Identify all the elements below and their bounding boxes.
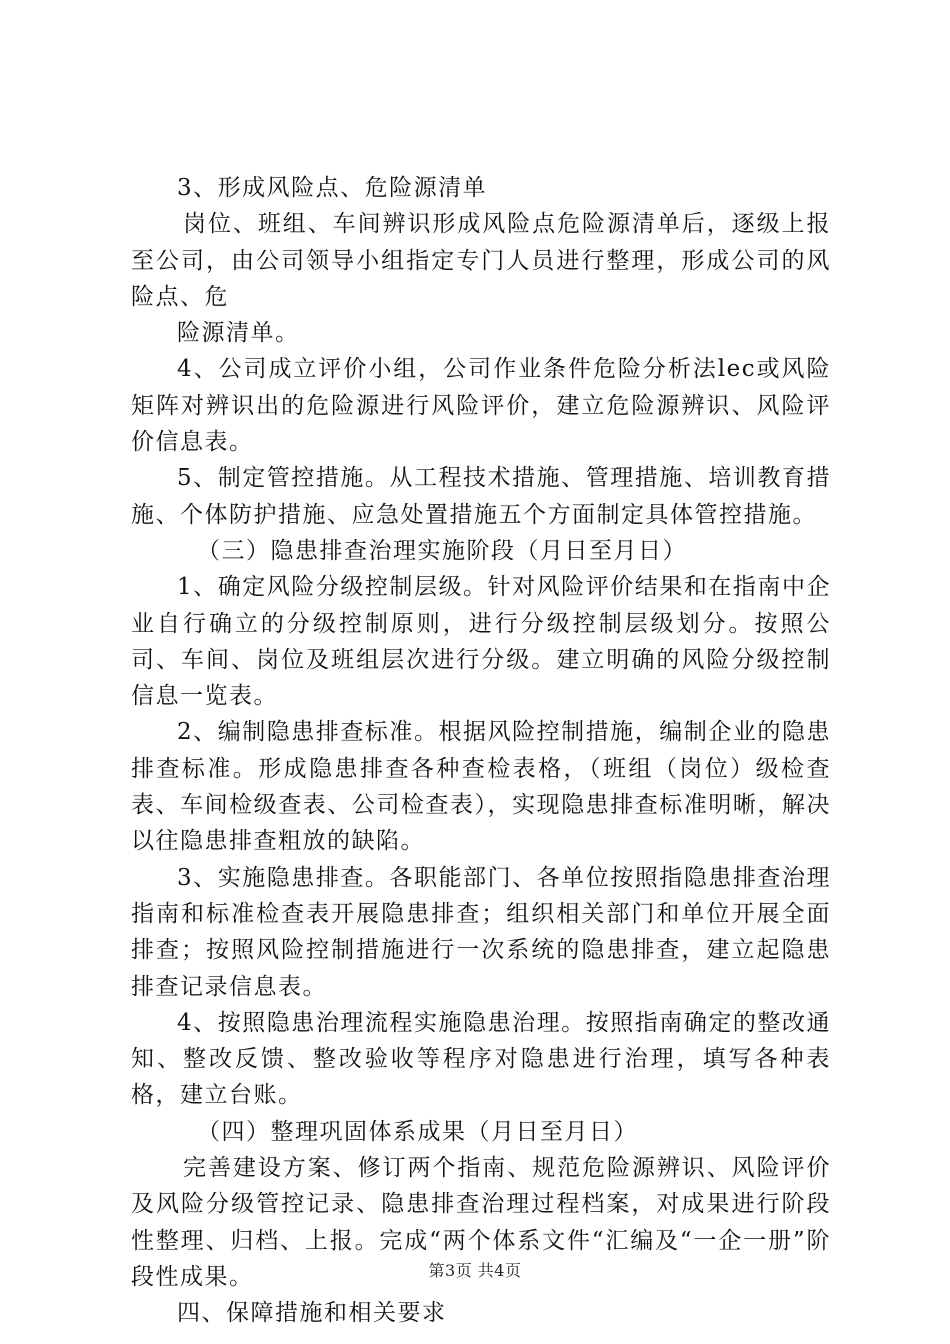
paragraph-hazard-inspection: 3、实施隐患排查。各职能部门、各单位按照指隐患排查治理指南和标准检查表开展隐患排查；组织相关部门和单位开展全面排查；按照风险控制措施进行一次系统的隐患排查，建立起隐患排查记录信息表。 — [131, 864, 831, 1000]
paragraph-control-measures: 5、制定管控措施。从工程技术措施、管理措施、培训教育措施、个体防护措施、应急处置措施五个方面制定具体管控措施。 — [131, 465, 831, 528]
paragraph-evaluation-team: 4、公司成立评价小组，公司作业条件危险分析法lec或风险矩阵对辨识出的危险源进行风险评价，建立危险源辨识、风险评价信息表。 — [131, 356, 831, 456]
section-heading-consolidation: （四）整理巩固体系成果（月日至月日） — [197, 1118, 638, 1145]
section-heading-hazard-phase: （三）隐患排查治理实施阶段（月日至月日） — [197, 537, 687, 564]
paragraph-risk-list-report: 岗位、班组、车间辨识形成风险点危险源清单后，逐级上报至公司，由公司领导小组指定专门人员进行整理，形成公司的风险点、危 — [131, 211, 831, 310]
section-heading-risk-list: 3、形成风险点、危险源清单 — [177, 175, 488, 201]
paragraph-inspection-standards: 2、编制隐患排查标准。根据风险控制措施，编制企业的隐患排查标准。形成隐患排查各种查检表格，（班组（岗位）级检查表、车间检级查表、公司检查表），实现隐患排查标准明晰，解决以往隐患排查粗放的缺陷。 — [131, 719, 831, 855]
section-heading-safeguards: 四、保障措施和相关要求 — [177, 1300, 447, 1327]
paragraph-hazard-treatment: 4、按照隐患治理流程实施隐患治理。按照指南确定的整改通知、整改反馈、整改验收等程序对隐患进行治理，填写各种表格，建立台账。 — [131, 1009, 831, 1109]
document-body — [131, 170, 831, 1332]
paragraph-consolidation-details: 完善建设方案、修订两个指南、规范危险源辨识、风险评价及风险分级管控记录、隐患排查治理过程档案，对成果进行阶段性整理、归档、上报。完成“两个体系文件“汇编及“一企一册”阶段性成果。 — [131, 1155, 831, 1290]
paragraph-risk-levels: 1、确定风险分级控制层级。针对风险评价结果和在指南中企业自行确立的分级控制原则，进行分级控制层级划分。按照公司、车间、岗位及班组层次进行分级。建立明确的风险分级控制信息一览表。 — [131, 574, 831, 710]
page-number-footer: 第3页 共4页 — [428, 1261, 522, 1280]
paragraph-risk-list-continuation: 险源清单。 — [177, 320, 300, 347]
